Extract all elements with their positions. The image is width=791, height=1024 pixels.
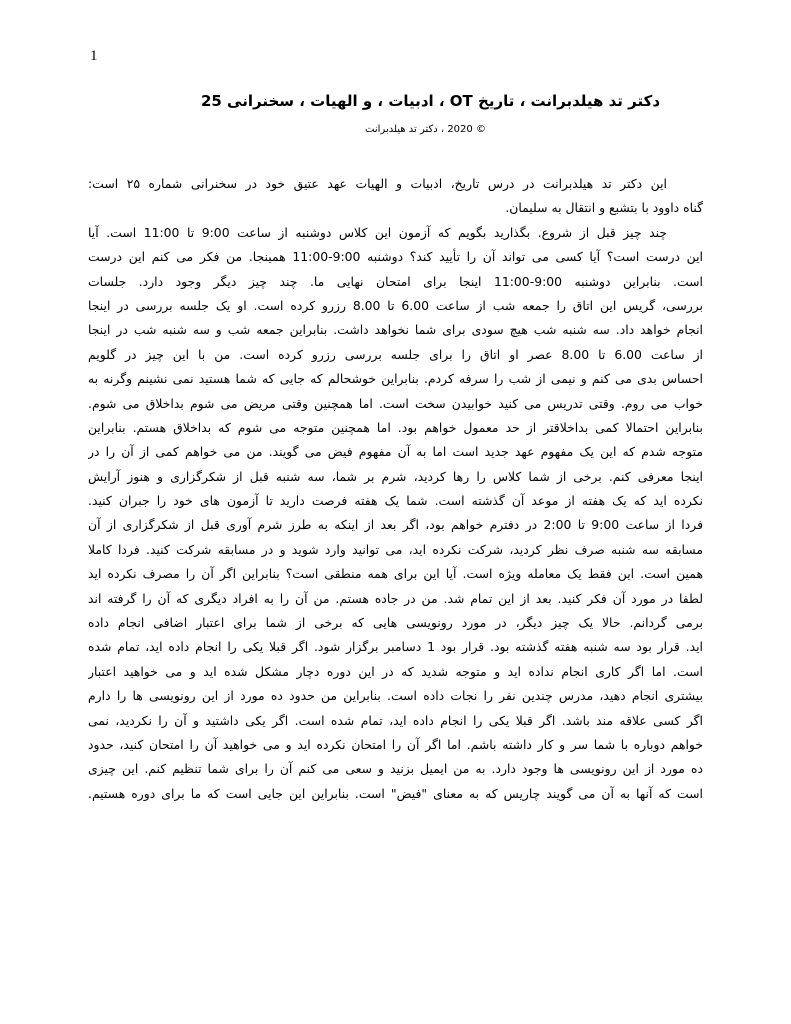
page-number: 1: [90, 48, 98, 64]
paragraph-line: مسابقه سه شنبه صرف نظر کردید، شرکت نکرده اید، می توانید وارد شوید و در مسابقه شرکت کنید. فردا کاملا: [88, 541, 703, 557]
copyright-line: © 2020 ، دکتر تد هیلدبرانت: [365, 124, 486, 135]
lecture-body: [88, 172, 703, 806]
paragraph-line: ده مورد از این رونویسی ها وجود دارد. به من ایمیل بزنید و سعی می کنم آن را برای شما تنظیم کنم. این چیزی: [88, 761, 703, 777]
paragraph-line: است که آنها به آن می گویند چاریس که به معنای "فیض" است. بنابراین این جایی است که ما برای دوره هستیم.: [88, 785, 703, 801]
paragraph-line: اینجا معرفی کنم. برخی از شما کلاس را رها کردید، شرم بر شما، سه شنبه قبل از شکرگزاری و هنوز آرایش: [88, 468, 703, 484]
paragraph-line: گناه داوود با بتشبع و انتقال به سلیمان.: [505, 200, 703, 216]
paragraph-line: نکرده اید که یک هفته از موعد آن گذشته است. شما یک هفته فرصت دارید تا آزمون های خود را جبران کنید.: [88, 493, 703, 509]
paragraph-line: اید. قرار بود سه شنبه هفته گذشته بود. قرار بود 1 دسامبر برگزار شود. اگر قبلا یکی را انجام داده اید، تمام شده: [88, 639, 703, 655]
paragraph-line: بیشتری انجام دهید، مدرس چندین نفر را نجات داده است. بنابراین من حدود ده مورد از این رونویسی ها را دارم: [88, 688, 703, 704]
paragraph-line: این دکتر تد هیلدبرانت در درس تاریخ، ادبیات و الهیات عهد عتیق خود در سخنرانی شماره ۲۵ است:: [88, 176, 667, 191]
paragraph-line: همین است. این فقط یک معامله ویژه است. آیا این برای همه منطقی است؟ بنابراین اگر آن را مصرف نکرده اید: [88, 566, 703, 582]
document-title: دکتر تد هیلدبرانت ، تاریخ OT ، ادبیات ، و الهیات ، سخنرانی 25: [200, 92, 661, 110]
paragraph-line: خواب می روم. وقتی تدریس می کنید خوابیدن سخت است. اما همچنین وقتی مریض می شوم بداخلاق می شوم.: [88, 395, 703, 411]
paragraph-line: انجام خواهد داد. سه شنبه شب هیچ سودی برای شما نخواهد داشت. بنابراین جمعه شب و سه شنبه شب در اینجا: [88, 322, 703, 338]
paragraph-line: برمی گردانم. حالا یک چیز دیگر، در مورد رونویسی هایی که برخی از شما برای اعتبار اضافی انجام داده: [88, 615, 703, 631]
paragraph-line: است. بنابراین دوشنبه 9:00-11:00 اینجا برای امتحان نهایی ما. چند چیز دیگر وجود دارد. جلسات: [88, 273, 703, 289]
paragraph-line: اگر کسی علاقه مند باشد. اگر قبلا یکی را انجام داده اید، تمام شده است. اگر یکی داشتید و آن را نکردید، نمی: [88, 712, 703, 728]
paragraph-line: این درست است؟ آیا کسی می تواند آن را تأیید کند؟ دوشنبه 9:00-11:00 همینجا. من فکر می کنم این درست: [88, 249, 703, 265]
paragraph-line: بنابراین احتمالا کمی بداخلاقتر از حد معمول خواهم بود. اما همچنین متوجه می شوم که بداخلاق هستم. بنابراین: [88, 419, 703, 435]
paragraph-line: احساس بدی می کنم و نیمی از شب را سرفه کردم. بنابراین خوشحالم که جایی که شما هستید نمی نشینم وگرنه به: [88, 371, 703, 387]
paragraph-line: چند چیز قبل از شروع. بگذارید بگویم که آزمون این کلاس دوشنبه از ساعت 9:00 تا 11:00 است. آیا: [88, 224, 667, 240]
paragraph-line: خواهم دوباره با شما سر و کار داشته باشم. اما اگر آن را امتحان نکرده اید و می خواهید آن را امتحان کنید، حدود: [88, 736, 703, 752]
paragraph-line: است. اما اگر کاری انجام نداده اید و متوجه شدید که در این دوره دچار مشکل شده اید و می خواهید اعتبار: [88, 663, 703, 679]
paragraph-line: فردا از ساعت 9:00 تا 2:00 در دفترم خواهم بود، اگر بعد از اینکه به طرز شرم آوری قبل از شکرگزاری از آن: [88, 517, 703, 533]
paragraph-line: متوجه شدم که این یک مفهوم عهد جدید است اما به آن مفهوم فیض می گویند. من می خواهم کمی از آن را در: [88, 444, 703, 460]
paragraph-line: بررسی، گریس این اتاق را جمعه شب از ساعت 6.00 تا 8.00 رزرو کرده است. او یک جلسه بررسی در اینجا: [88, 297, 703, 313]
paragraph-line: از ساعت 6.00 تا 8.00 عصر او اتاق را برای جلسه بررسی رزرو کرده است. من با این چیز در گلویم: [88, 346, 703, 362]
paragraph-line: لطفا در مورد آن فکر کنید. بعد از این تمام شد. من در جاده هستم. من آن را به افراد دیگری که آن را گرفته اند: [88, 590, 703, 606]
